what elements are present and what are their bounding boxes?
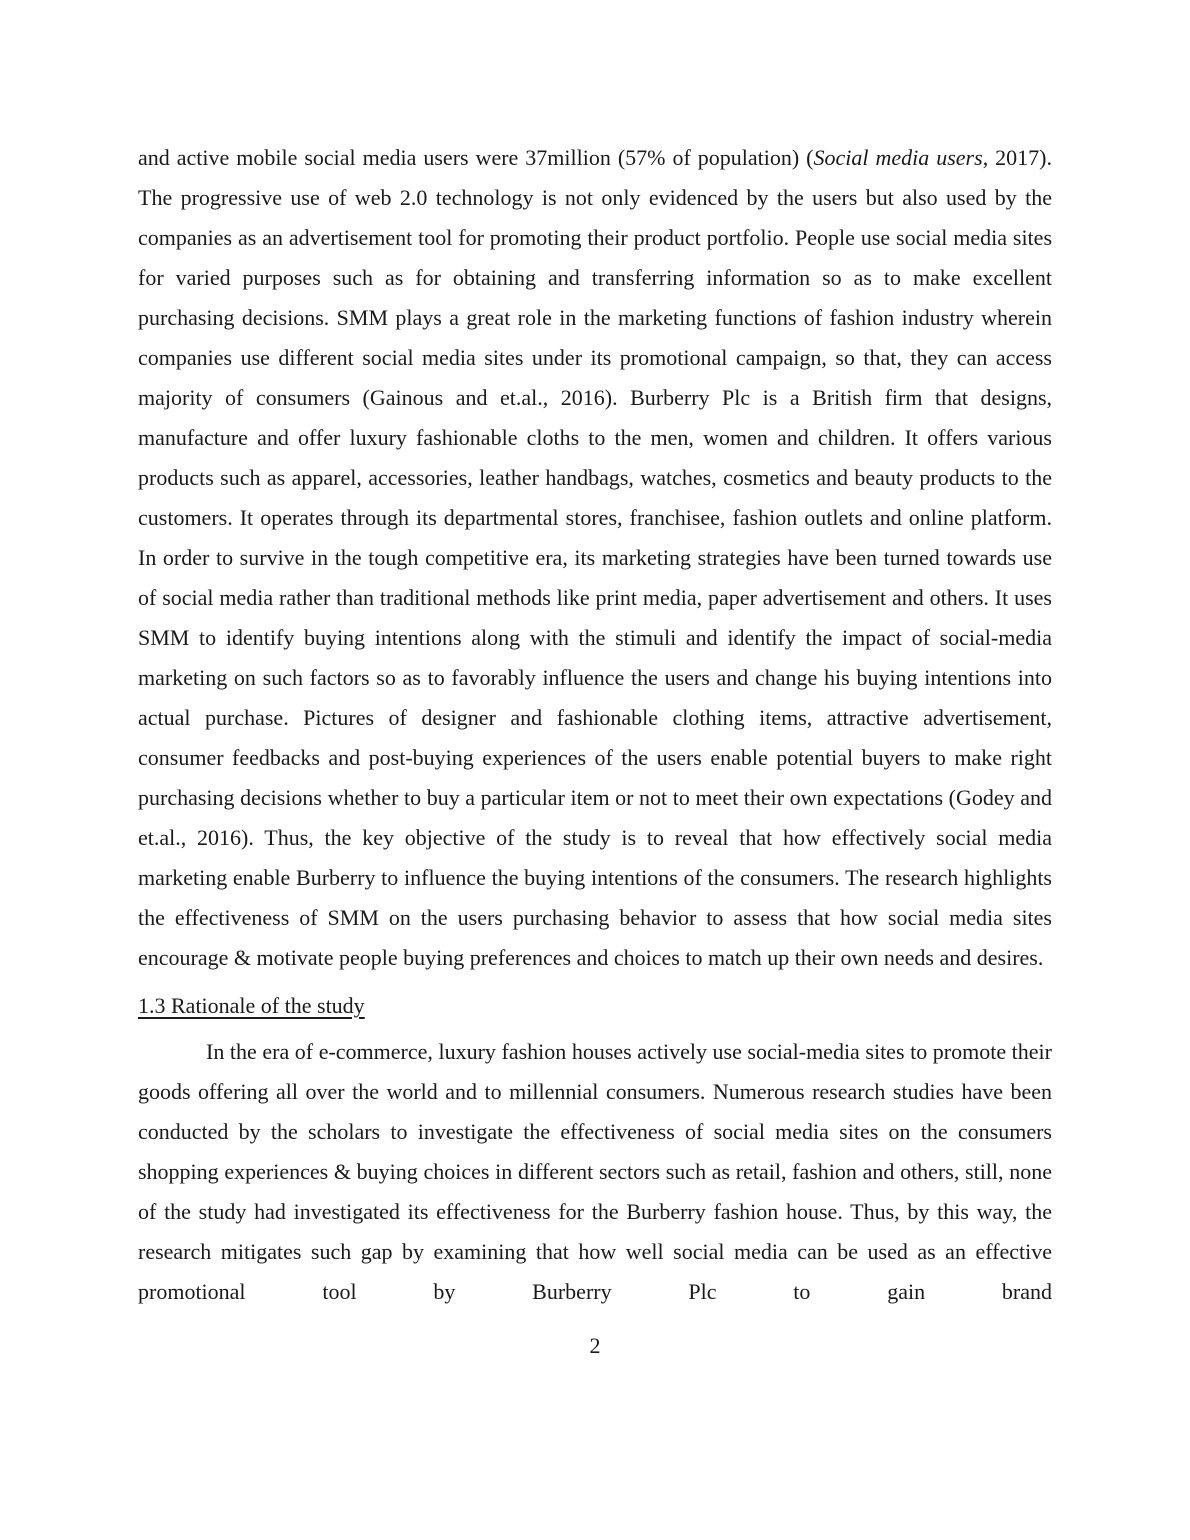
paragraph-continuation: [138, 138, 1052, 978]
section-heading-rationale: 1.3 Rationale of the study: [138, 993, 365, 1018]
paragraph-rationale: In the era of e-commerce, luxury fashion houses actively use social-media sites to promote their goods offering all over the world and to millennial consumers. Numerous research studies have been conducted by the scholars to investigate the effectiveness of social media sites on the consumers shopping experiences & buying choices in different sectors such as retail, fashion and others, still, none of the study had investigated its effectiveness for the Burberry fashion house. Thus, by this way, the research mitigates such gap by examining that how well social media can be used as an effective promotional tool by Burberry Plc to gain brand: [138, 1039, 1052, 1304]
citation-italic-text: Social media users: [813, 145, 983, 170]
paragraph-text-after-citation: , 2017). The progressive use of web 2.0 technology is not only evidenced by the users but also used by the companies as an advertisement tool for promoting their product portfolio. People use social media sites for varied purposes such as for obtaining and transferring information so as to make excellent purchasing decisions. SMM plays a great role in the marketing functions of fashion industry wherein companies use different social media sites under its promotional campaign, so that, they can access majority of consumers (Gainous and et.al., 2016). Burberry Plc is a British firm that designs, manufacture and offer luxury fashionable cloths to the men, women and children. It offers various products such as apparel, accessories, leather handbags, watches, cosmetics and beauty products to the customers. It operates through its departmental stores, franchisee, fashion outlets and online platform. In order to survive in the tough competitive era, its marketing strategies have been turned towards use of social media rather than traditional methods like print media, paper advertisement and others. It uses SMM to identify buying intentions along with the stimuli and identify the impact of social-media marketing on such factors so as to favorably influence the users and change his buying intentions into actual purchase. Pictures of designer and fashionable clothing items, attractive advertisement, consumer feedbacks and post-buying experiences of the users enable potential buyers to make right purchasing decisions whether to buy a particular item or not to meet their own expectations (Godey and et.al., 2016). Thus, the key objective of the study is to reveal that how effectively social media marketing enable Burberry to influence the buying intentions of the consumers. The research highlights the effectiveness of SMM on the users purchasing behavior to assess that how social media sites encourage & motivate people buying preferences and choices to match up their own needs and desires.: [138, 145, 1052, 970]
paragraph-text-before-citation: and active mobile social media users were 37million (57% of population) (: [138, 145, 814, 170]
page-number: 2: [589, 1333, 601, 1358]
page-content: [138, 138, 1052, 1312]
page-footer: [138, 1326, 1052, 1366]
